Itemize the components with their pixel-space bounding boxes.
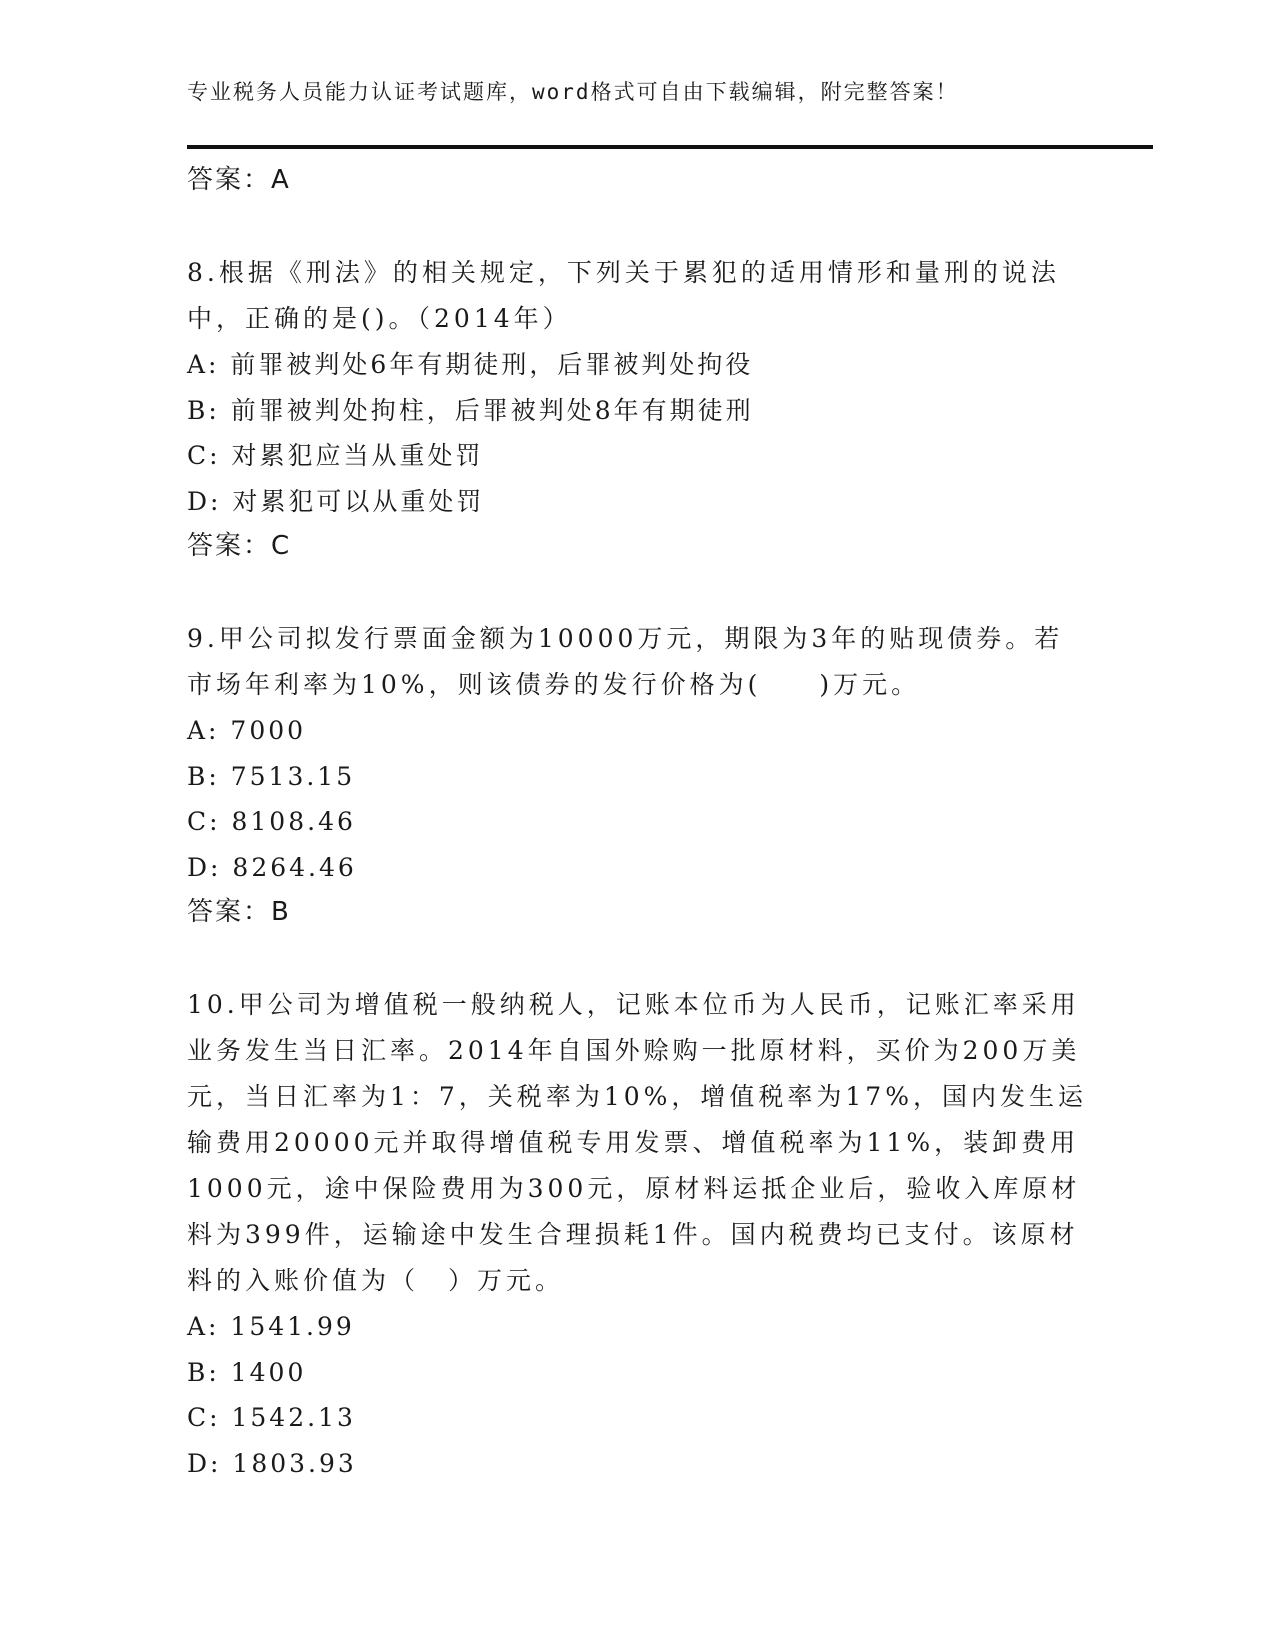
option-a: A: 前罪被判处6年有期徒刑，后罪被判处拘役 bbox=[187, 350, 754, 379]
answer-previous: 答案：A bbox=[187, 165, 291, 195]
option-a: A: 1541.99 bbox=[187, 1312, 355, 1341]
option-b: B: 1400 bbox=[187, 1357, 307, 1387]
option-c: C: 1542.13 bbox=[187, 1403, 356, 1432]
option-c: C: 8108.46 bbox=[187, 807, 356, 836]
question-stem: 10.甲公司为增值税一般纳税人，记账本位币为人民币，记账汇率采用业务发生当日汇率。2014年自国外赊购一批原材料，买价为200万美元，当日汇率为1：7，关税率为10%，增值税率为17%，国内发生运输费用20000元并取得增值税专用发票、增值税率为11%，装卸费用1000元，途中保险费用为300元，原材料运抵企业后，验收入库原材料为399件，运输途中发生合理损耗1件。国内税费均已支付。该原材料的入账价值为（ ）万元。 bbox=[187, 990, 1087, 1295]
answer-9: 答案：B bbox=[187, 897, 291, 927]
option-d: D: 1803.93 bbox=[187, 1448, 357, 1478]
answer-8: 答案：C bbox=[187, 531, 292, 561]
option-a: A: 7000 bbox=[187, 716, 307, 745]
question-10 bbox=[187, 982, 1087, 1486]
option-c: C: 对累犯应当从重处罚 bbox=[187, 441, 484, 470]
option-b: B: 前罪被判处拘柱，后罪被判处8年有期徒刑 bbox=[187, 395, 754, 425]
question-stem: 8.根据《刑法》的相关规定，下列关于累犯的适用情形和量刑的说法中，正确的是()。（2014年） bbox=[187, 258, 1060, 333]
option-d: D: 对累犯可以从重处罚 bbox=[187, 486, 485, 516]
document-body bbox=[187, 158, 1087, 1486]
header-divider bbox=[187, 145, 1153, 149]
question-8 bbox=[187, 250, 1087, 568]
question-9 bbox=[187, 616, 1087, 934]
page-header-text: 专业税务人员能力认证考试题库，word格式可自由下载编辑，附完整答案！ bbox=[187, 80, 959, 104]
question-stem: 9.甲公司拟发行票面金额为10000万元，期限为3年的贴现债券。若市场年利率为10%，则该债券的发行价格为( )万元。 bbox=[187, 624, 1064, 699]
option-d: D: 8264.46 bbox=[187, 852, 357, 882]
option-b: B: 7513.15 bbox=[187, 761, 356, 791]
